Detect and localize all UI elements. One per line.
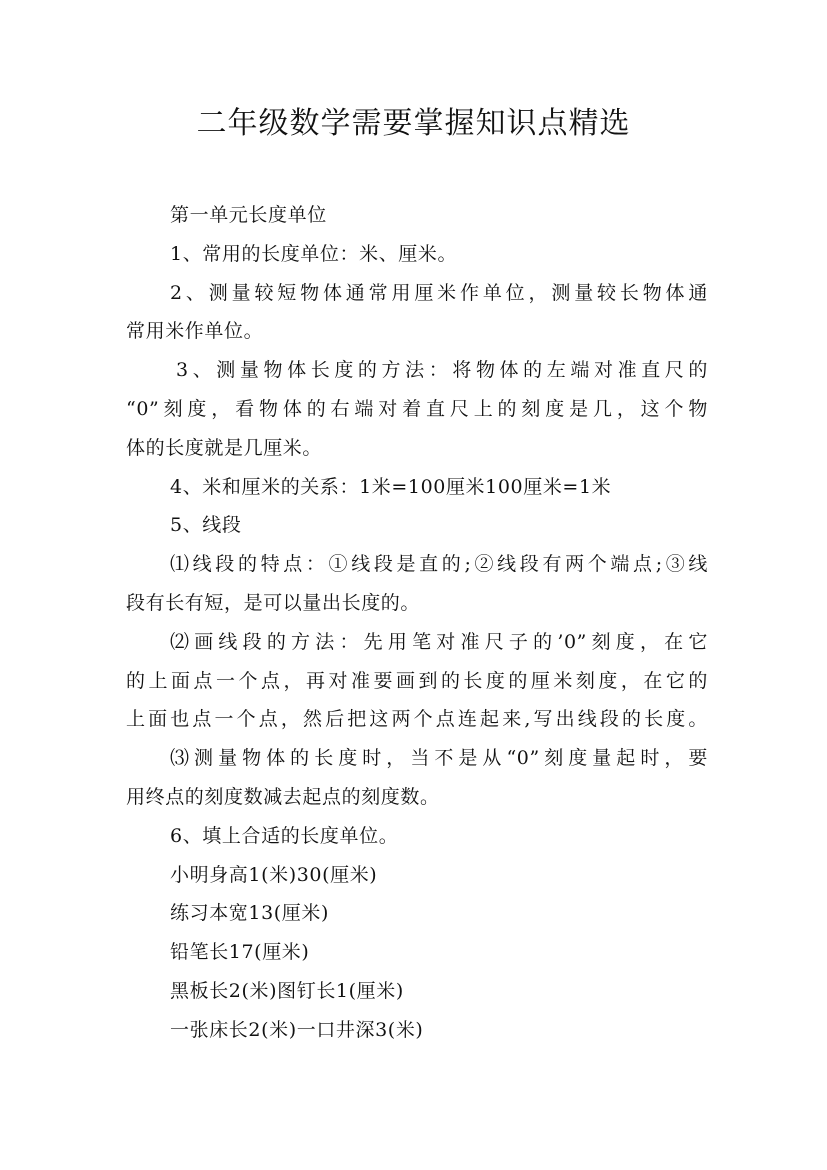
paragraph-line: ⑴线段的特点：①线段是直的;②线段有两个端点;③线 [170,553,708,576]
paragraph-line: 4、米和厘米的关系：1米=100厘米100厘米=1米 [170,475,612,498]
page-title: 二年级数学需要掌握知识点精选 [196,106,631,141]
example-line: 黑板长2(米)图钉长1(厘米) [170,979,404,1002]
paragraph-line: 6、填上合适的长度单位。 [170,824,399,847]
paragraph-line: 体的长度就是几厘米。 [126,436,323,459]
paragraph-line: ⑵画线段的方法：先用笔对准尺子的’0”刻度，在它 [170,630,708,653]
section-heading: 第一单元长度单位 [170,204,327,226]
paragraph-line: ⑶测量物体的长度时，当不是从“0”刻度量起时，要 [170,747,708,770]
paragraph-line: 3、测量物体长度的方法：将物体的左端对准直尺的 [176,359,708,382]
paragraph-line: “0”刻度，看物体的右端对着直尺上的刻度是几，这个物 [126,397,708,420]
paragraph-line: 上面也点一个点，然后把这两个点连起来,写出线段的长度。 [126,708,708,731]
paragraph-line: 2、测量较短物体通常用厘米作单位，测量较长物体通 [170,281,708,304]
document-body [126,196,708,1050]
paragraph-line: 的上面点一个点，再对准要画到的长度的厘米刻度，在它的 [126,669,708,692]
example-line: 练习本宽13(厘米) [170,902,330,925]
example-line: 一张床长2(米)一口井深3(米) [170,1018,424,1041]
paragraph-line: 1、常用的长度单位：米、厘米。 [170,242,458,265]
example-line: 铅笔长17(厘米) [170,941,310,964]
example-line: 小明身高1(米)30(厘米) [170,863,378,886]
paragraph-line: 段有长有短，是可以量出长度的。 [126,591,421,614]
paragraph-line: 用终点的刻度数减去起点的刻度数。 [126,785,440,808]
paragraph-line: 5、线段 [170,514,242,537]
paragraph-line: 常用米作单位。 [126,320,264,343]
